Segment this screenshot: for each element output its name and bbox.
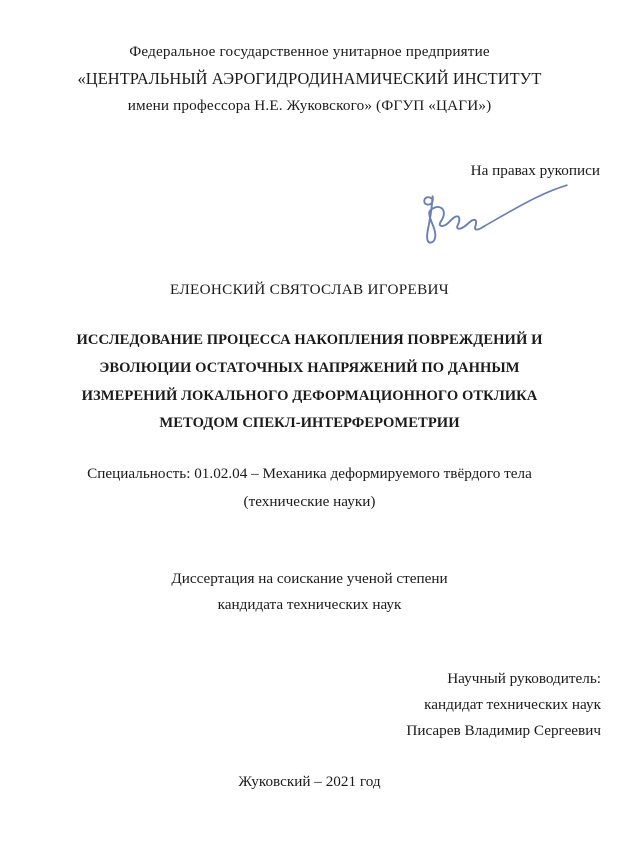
title-line-4: МЕТОДОМ СПЕКЛ-ИНТЕРФЕРОМЕТРИИ bbox=[159, 415, 460, 432]
footer-place-year-text: Жуковский – 2021 год bbox=[238, 773, 381, 790]
organization-line-3: имени профессора Н.Е. Жуковского» (ФГУП «ЦАГИ») bbox=[127, 97, 492, 114]
title-line-2: ЭВОЛЮЦИИ ОСТАТОЧНЫХ НАПРЯЖЕНИЙ ПО ДАННЫМ bbox=[99, 359, 520, 376]
manuscript-note-text: На правах рукописи bbox=[470, 162, 600, 179]
title-line-3: ИЗМЕРЕНИЙ ЛОКАЛЬНОГО ДЕФОРМАЦИОННОГО ОТКЛИКА bbox=[81, 387, 538, 404]
author-name bbox=[0, 279, 619, 300]
page-title bbox=[59, 327, 560, 438]
handwritten-signature-icon bbox=[414, 178, 584, 258]
footer-place-year bbox=[0, 771, 619, 792]
supervisor-name: Писарев Владимир Сергеевич bbox=[406, 722, 601, 739]
degree-statement-block bbox=[0, 566, 619, 618]
supervisor-degree: кандидат технических наук bbox=[424, 696, 601, 713]
specialty-line-2: (технические науки) bbox=[243, 493, 376, 510]
supervisor-label: Научный руководитель: bbox=[447, 670, 601, 687]
organization-line-2: «ЦЕНТРАЛЬНЫЙ АЭРОГИДРОДИНАМИЧЕСКИЙ ИНСТИТУТ bbox=[77, 69, 542, 88]
degree-statement-line-2: кандидата технических наук bbox=[217, 596, 402, 613]
organization-header bbox=[0, 38, 619, 119]
organization-line-1: Федеральное государственное унитарное предприятие bbox=[129, 43, 490, 60]
specialty-block bbox=[0, 460, 619, 516]
specialty-line-1: Специальность: 01.02.04 – Механика деформируемого твёрдого тела bbox=[87, 465, 532, 482]
author-name-text: ЕЛЕОНСКИЙ СВЯТОСЛАВ ИГОРЕВИЧ bbox=[170, 281, 449, 298]
degree-statement-line-1: Диссертация на соискание ученой степени bbox=[171, 570, 448, 587]
supervisor-block bbox=[0, 666, 601, 744]
title-line-1: ИССЛЕДОВАНИЕ ПРОЦЕССА НАКОПЛЕНИЯ ПОВРЕЖДЕНИЙ И bbox=[76, 332, 543, 348]
manuscript-note bbox=[0, 161, 600, 181]
